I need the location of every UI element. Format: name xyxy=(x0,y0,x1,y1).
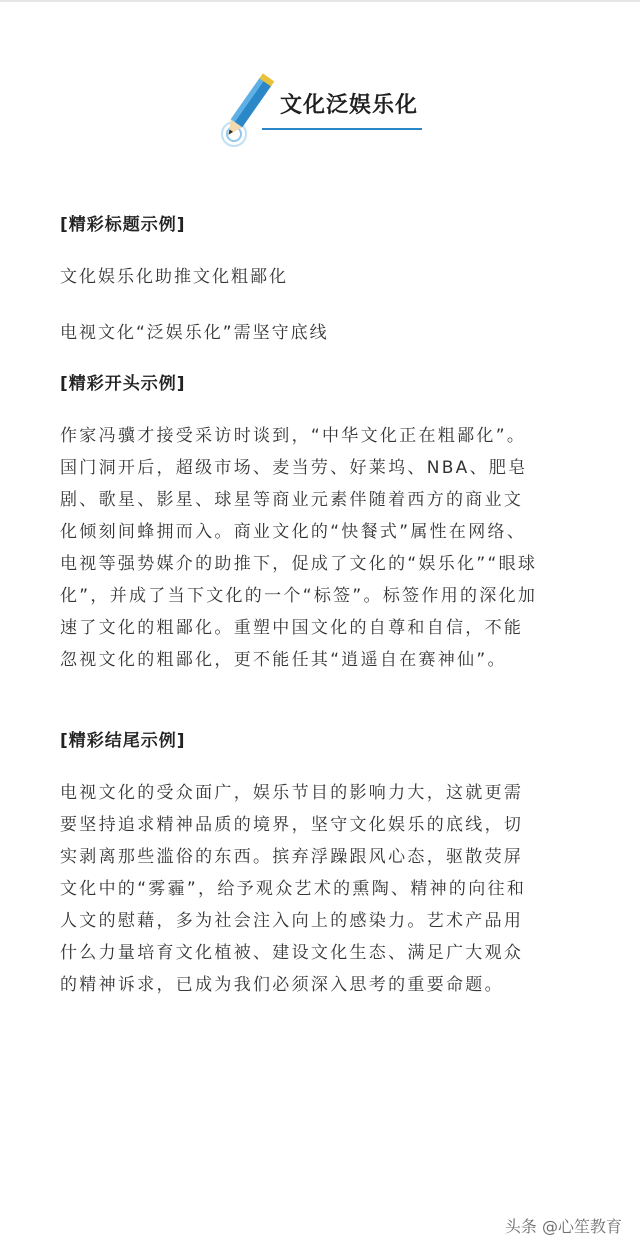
paragraph-line: 文化中的“雾霾”，给予观众艺术的熏陶、精神的向往和 xyxy=(60,879,527,899)
title-example: 电视文化“泛娱乐化”需坚守底线 xyxy=(60,323,329,343)
paragraph-line: 人文的慰藉，多为社会注入向上的感染力。艺术产品用 xyxy=(60,911,524,931)
paragraph-line: 速了文化的粗鄙化。重塑中国文化的自尊和自信，不能 xyxy=(60,618,524,638)
article-body xyxy=(60,206,600,1001)
section-heading-titles: [精彩标题示例] xyxy=(60,215,186,235)
section-heading-ending: [精彩结尾示例] xyxy=(60,731,186,751)
ending-paragraph xyxy=(60,777,600,1001)
pencil-icon xyxy=(216,68,276,148)
paragraph-line: 电视等强势媒介的助推下，促成了文化的“娱乐化”“眼球 xyxy=(60,554,538,574)
paragraph-line: 电视文化的受众面广，娱乐节目的影响力大，这就更需 xyxy=(60,783,524,803)
paragraph-line: 剧、歌星、影星、球星等商业元素伴随着西方的商业文 xyxy=(60,490,524,510)
top-divider xyxy=(0,0,640,2)
paragraph-line: 化倾刻间蜂拥而入。商业文化的“快餐式”属性在网络、 xyxy=(60,522,527,542)
title-underline xyxy=(262,128,422,130)
paragraph-line: 国门洞开后，超级市场、麦当劳、好莱坞、NBA、肥皂 xyxy=(60,458,528,478)
paragraph-line: 什么力量培育文化植被、建设文化生态、满足广大观众 xyxy=(60,943,524,963)
section-heading-opening: [精彩开头示例] xyxy=(60,374,186,394)
paragraph-line: 忽视文化的粗鄙化，更不能任其“逍遥自在赛神仙”。 xyxy=(60,650,507,670)
title-example: 文化娱乐化助推文化粗鄙化 xyxy=(60,267,288,287)
paragraph-line: 的精神诉求，已成为我们必须深入思考的重要命题。 xyxy=(60,975,504,995)
article-header xyxy=(0,60,640,150)
paragraph-line: 要坚持追求精神品质的境界，坚守文化娱乐的底线，切 xyxy=(60,815,524,835)
watermark: 头条 @心笙教育 xyxy=(504,1217,622,1236)
paragraph-line: 化”，并成了当下文化的一个“标签”。标签作用的深化加 xyxy=(60,586,538,606)
paragraph-line: 实剥离那些滥俗的东西。摈弃浮躁跟风心态，驱散荧屏 xyxy=(60,847,524,867)
page-title: 文化泛娱乐化 xyxy=(280,93,419,118)
opening-paragraph xyxy=(60,420,600,676)
paragraph-line: 作家冯骥才接受采访时谈到，“中华文化正在粗鄙化”。 xyxy=(60,426,527,446)
